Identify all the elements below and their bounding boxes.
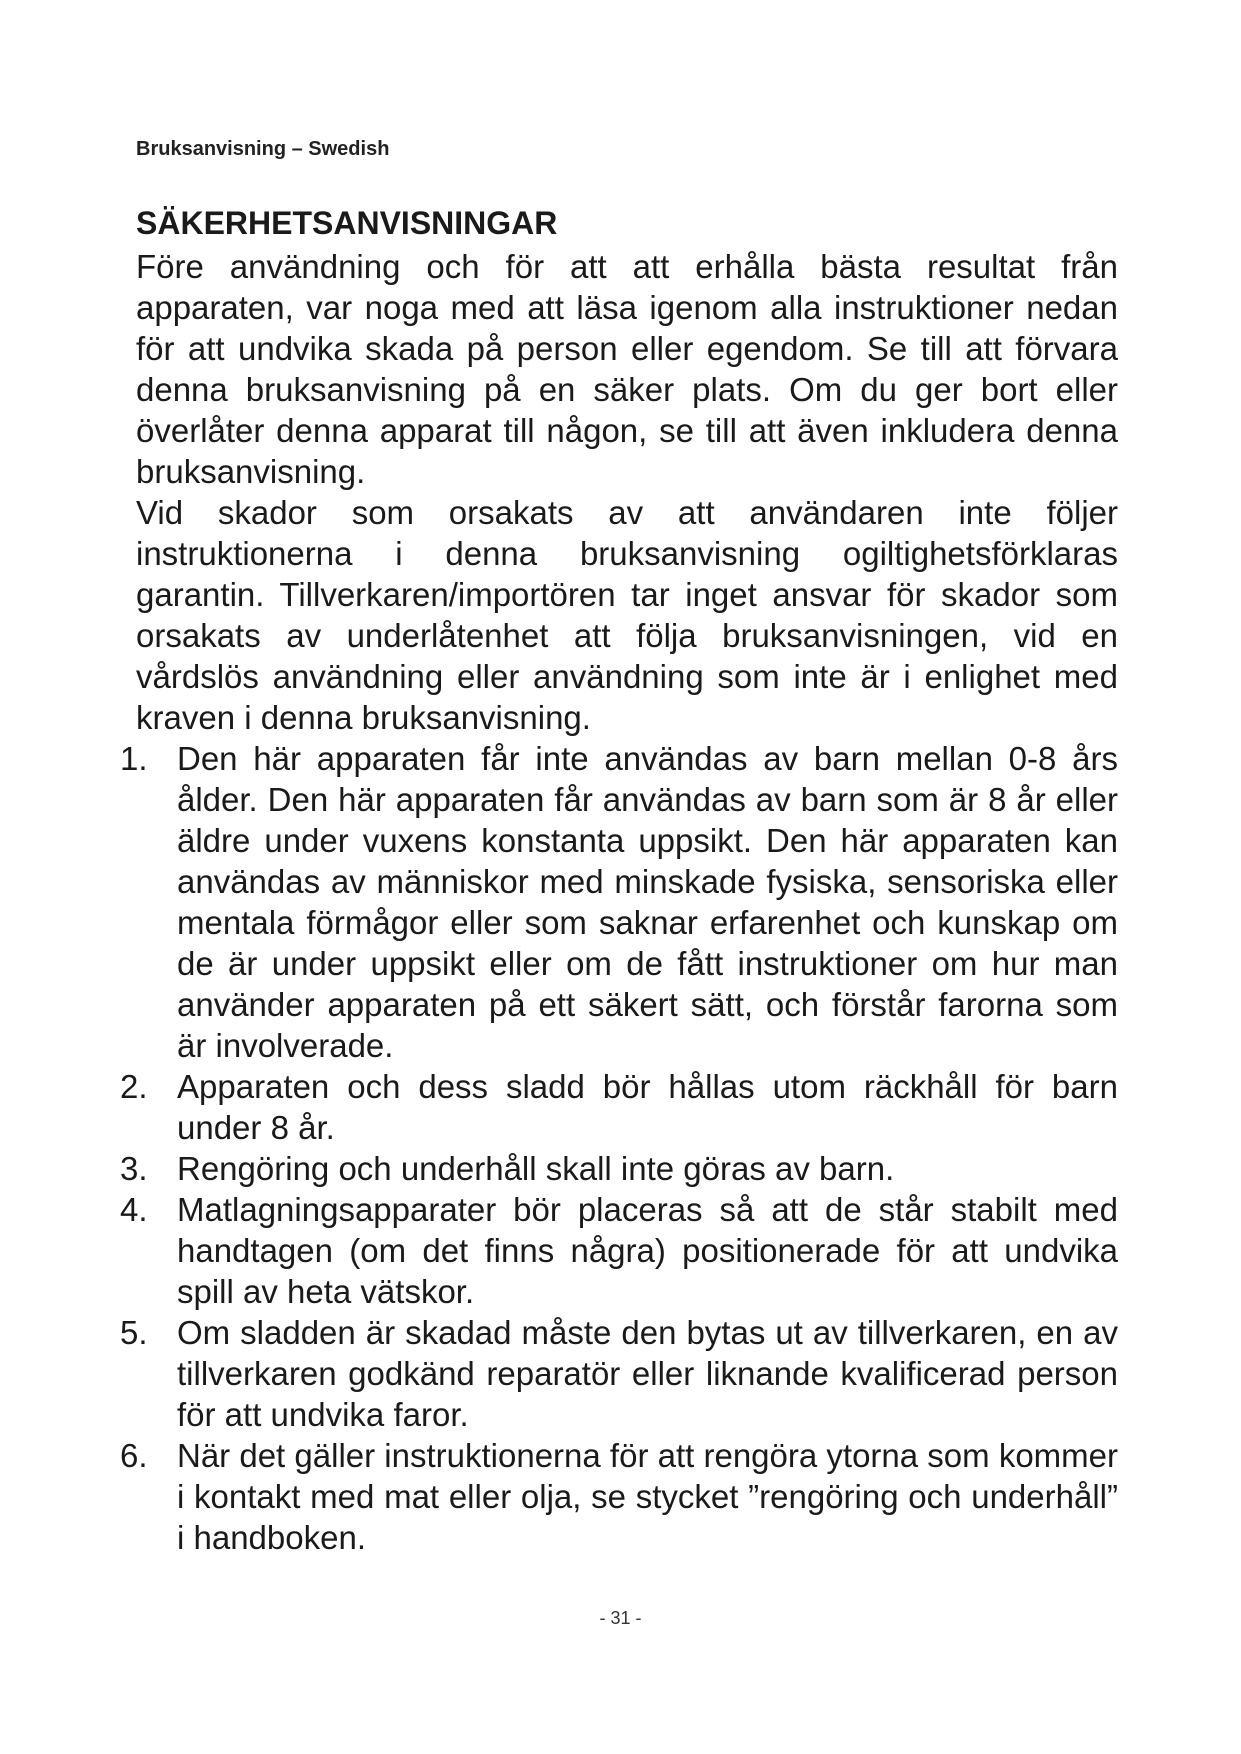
list-item-number: 1. <box>120 740 148 777</box>
list-item <box>120 1189 1118 1312</box>
list-item-number: 6. <box>120 1437 148 1474</box>
list-item-text: När det gäller instruktionerna för att rengöra ytorna som kommer i kontakt med mat eller olja, se stycket ”rengöring och underhåll” i handboken. <box>177 1437 1118 1556</box>
list-item-number: 3. <box>120 1150 148 1187</box>
list-item <box>120 1066 1118 1148</box>
section-title: SÄKERHETSANVISNINGAR <box>136 205 558 241</box>
warranty-paragraph: Vid skador som orsakats av att användaren inte följer instruktionerna i denna bruksanvisning ogiltighetsförklaras garantin. Tillverkaren/importören tar inget ansvar för skador som orsakats av underlåtenhet att följa bruksanvisningen, vid en vårdslös användning eller användning som inte är i enlighet med kraven i denna bruksanvisning. <box>136 494 1118 736</box>
list-item-text: Matlagningsapparater bör placeras så att de står stabilt med handtagen (om det finns några) positionerade för att undvika spill av heta vätskor. <box>177 1191 1118 1310</box>
list-item <box>120 738 1118 1066</box>
list-item-text: Den här apparaten får inte användas av barn mellan 0-8 års ålder. Den här apparaten får användas av barn som är 8 år eller äldre under vuxens konstanta uppsikt. Den här apparaten kan användas av människor med minskade fysiska, sensoriska eller mentala förmågor eller som saknar erfarenhet och kunskap om de är under uppsikt eller om de fått instruktioner om hur man använder apparaten på ett säkert sätt, och förstår farorna som är involverade. <box>177 740 1118 1064</box>
running-header: Bruksanvisning – Swedish <box>136 138 390 160</box>
list-item-number: 5. <box>120 1314 148 1351</box>
document-body <box>120 246 1118 1558</box>
list-item <box>120 1312 1118 1435</box>
page-number: - 31 - <box>599 1608 642 1628</box>
list-item-text: Om sladden är skadad måste den bytas ut av tillverkaren, en av tillverkaren godkänd reparatör eller liknande kvalificerad person för att undvika faror. <box>177 1314 1118 1433</box>
list-item <box>120 1148 1118 1189</box>
list-item <box>120 1435 1118 1558</box>
list-item-text: Apparaten och dess sladd bör hållas utom räckhåll för barn under 8 år. <box>177 1068 1118 1146</box>
list-item-number: 2. <box>120 1068 148 1105</box>
safety-list <box>120 738 1118 1558</box>
list-item-text: Rengöring och underhåll skall inte göras av barn. <box>177 1150 895 1187</box>
list-item-number: 4. <box>120 1191 148 1228</box>
intro-paragraph: Före användning och för att att erhålla bästa resultat från apparaten, var noga med att läsa igenom alla instruktioner nedan för att undvika skada på person eller egendom. Se till att förvara denna bruksanvisning på en säker plats. Om du ger bort eller överlåter denna apparat till någon, se till att även inkludera denna bruksanvisning. <box>136 248 1118 490</box>
